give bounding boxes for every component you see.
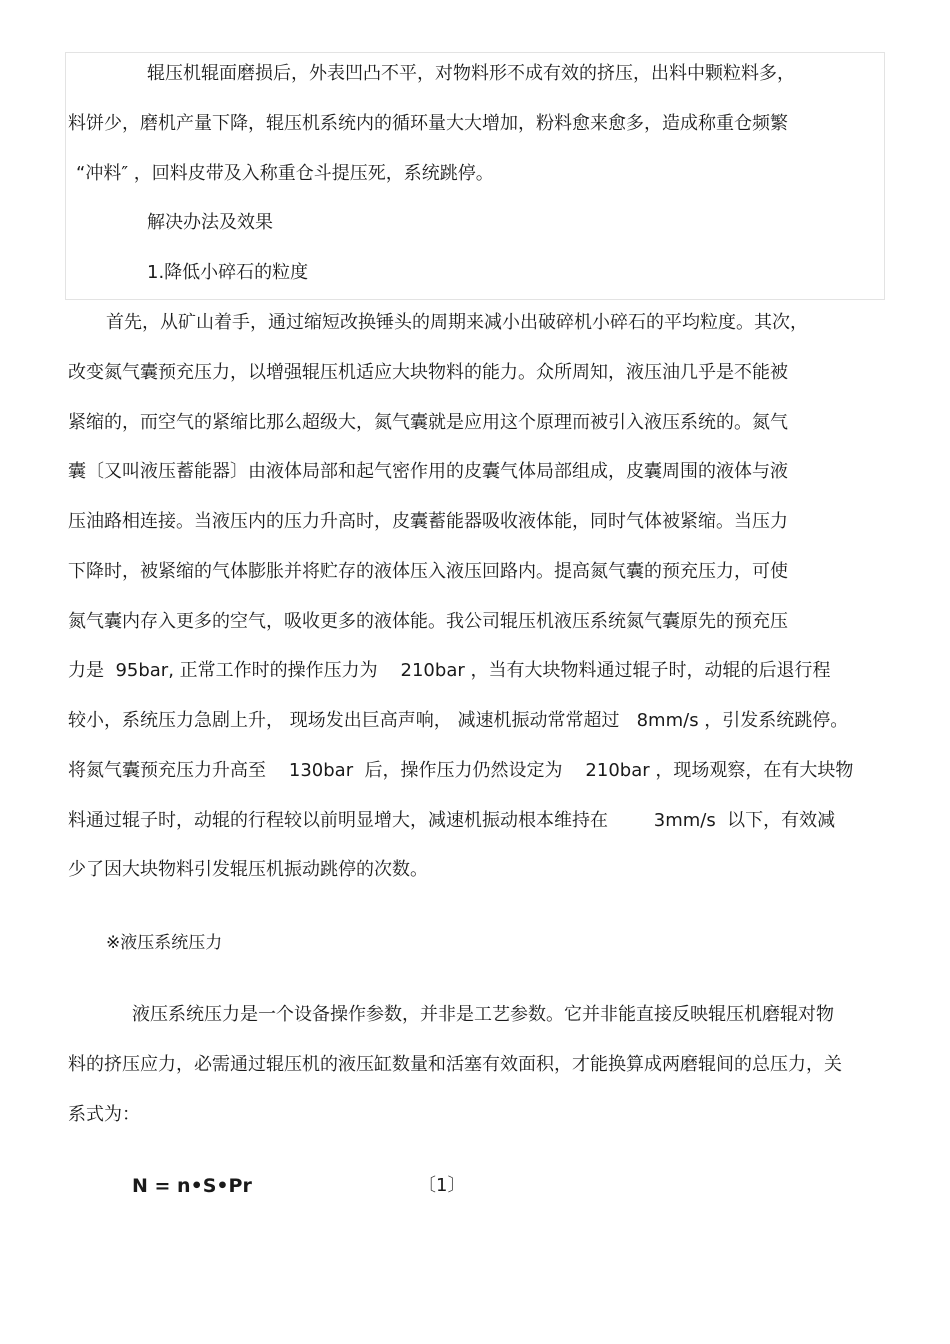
body-line-12: 少了因大块物料引发辊压机振动跳停的次数。	[68, 859, 428, 880]
formula: N = n•S•Pr	[132, 1175, 252, 1197]
body-line-1: 首先，从矿山着手，通过缩短改换锤头的周期来减小出破碎机小碎石的平均粒度。其次，	[106, 312, 808, 333]
body-line-7: 氮气囊内存入更多的空气，吸收更多的液体能。我公司辊压机液压系统氮气囊原先的预充压	[68, 611, 788, 632]
body-line-8: 力是 95bar, 正常工作时的操作压力为 210bar ，当有大块物料通过辊子时，动辊的后退行程	[68, 660, 831, 681]
solution-heading: 解决办法及效果	[147, 212, 273, 233]
solution-item-1: 1.降低小碎石的粒度	[147, 262, 309, 283]
body-line-6: 下降时，被紧缩的气体膨胀并将贮存的液体压入液压回路内。提高氮气囊的预充压力，可使	[68, 561, 788, 582]
intro-line-2: 料饼少，磨机产量下降，辊压机系统内的循环量大大增加，粉料愈来愈多，造成称重仓频繁	[68, 113, 788, 134]
intro-line-1: 辊压机辊面磨损后，外表凹凸不平，对物料形不成有效的挤压，出料中颗粒料多，	[147, 63, 795, 84]
section-para-line-2: 料的挤压应力，必需通过辊压机的液压缸数量和活塞有效面积，才能换算成两磨辊间的总压力，关	[68, 1054, 842, 1075]
body-line-11: 料通过辊子时，动辊的行程较以前明显增大，减速机振动根本维持在 3mm/s 以下，有效减	[68, 810, 836, 831]
intro-line-3: “冲料″ ，回料皮带及入称重仓斗提压死，系统跳停。	[76, 163, 494, 184]
section-para-line-3: 系式为：	[68, 1104, 140, 1125]
section-heading: ※液压系统压力	[106, 933, 223, 953]
body-line-9: 较小，系统压力急剧上升， 现场发出巨高声响， 减速机振动常常超过 8mm/s ，引发系统跳停。	[68, 710, 849, 731]
body-line-3: 紧缩的，而空气的紧缩比那么超级大，氮气囊就是应用这个原理而被引入液压系统的。氮气	[68, 412, 788, 433]
section-para-line-1: 液压系统压力是一个设备操作参数，并非是工艺参数。它并非能直接反映辊压机磨辊对物	[132, 1004, 834, 1025]
body-line-5: 压油路相连接。当液压内的压力升高时，皮囊蓄能器吸收液体能，同时气体被紧缩。当压力	[68, 511, 788, 532]
formula-number: 〔1〕	[418, 1175, 466, 1196]
body-line-2: 改变氮气囊预充压力，以增强辊压机适应大块物料的能力。众所周知，液压油几乎是不能被	[68, 362, 788, 383]
body-line-4: 囊〔又叫液压蓄能器〕由液体局部和起气密作用的皮囊气体局部组成，皮囊周围的液体与液	[68, 461, 788, 482]
body-line-10: 将氮气囊预充压力升高至 130bar 后，操作压力仍然设定为 210bar ，现场观察，在有大块物	[68, 760, 854, 781]
